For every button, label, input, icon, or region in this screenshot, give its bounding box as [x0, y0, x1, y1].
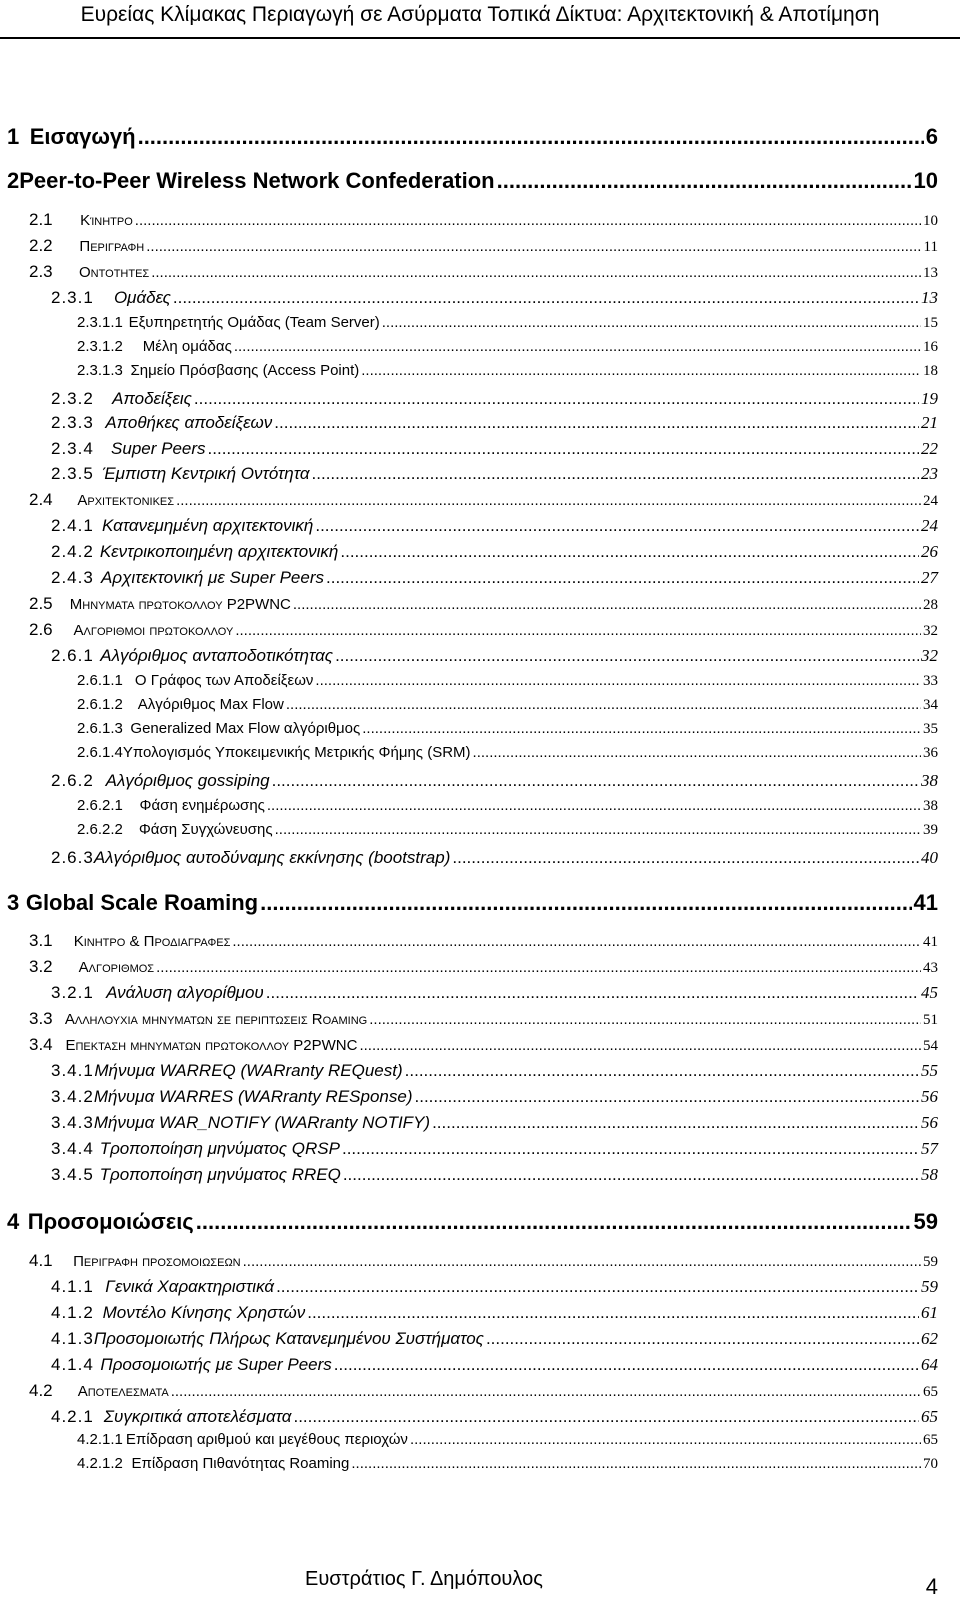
toc-dot-leader — [274, 413, 919, 433]
toc-entry[interactable] — [29, 1035, 938, 1055]
toc-entry-number: 2.6 — [29, 620, 53, 639]
toc-entry-page: 32 — [921, 646, 938, 665]
toc-entry[interactable] — [29, 620, 938, 640]
toc-entry[interactable] — [51, 983, 938, 1003]
toc-dot-leader — [307, 1303, 919, 1323]
toc-dot-leader — [286, 696, 921, 713]
toc-entry-page: 15 — [923, 315, 938, 331]
toc-entry-page: 41 — [913, 890, 938, 915]
toc-entry-page: 27 — [921, 568, 938, 587]
toc-entry-number: 1 — [7, 124, 20, 149]
toc-entry-page: 64 — [921, 1355, 938, 1374]
toc-entry-number: 2.3.1.1 — [77, 314, 123, 331]
toc-entry[interactable] — [77, 797, 938, 815]
toc-entry-title: Ανάλυση αλγορίθμου — [106, 983, 264, 1002]
toc-entry-number: 4.2.1 — [51, 1407, 94, 1426]
toc-entry-page: 38 — [921, 771, 938, 790]
toc-entry-page: 23 — [921, 464, 938, 483]
toc-entry-number: 2.1 — [29, 210, 53, 229]
toc-entry-title: Global Scale Roaming — [25, 890, 259, 915]
toc-entry-page: 45 — [921, 983, 938, 1002]
toc-dot-leader — [382, 314, 921, 331]
toc-entry-title: Εξυπηρετητής Ομάδας (Team Server) — [128, 314, 380, 331]
toc-entry-title: Εισαγωγή — [29, 124, 136, 149]
toc-entry-title: Επεκταση μηνυματων πρωτοκολλου P2PWNC — [65, 1037, 358, 1054]
toc-entry-page: 22 — [921, 439, 938, 458]
toc-entry-title: Τροποποίηση μηνύματος RREQ — [99, 1165, 341, 1184]
toc-dot-leader — [138, 124, 924, 150]
toc-entry[interactable] — [7, 168, 938, 194]
toc-dot-leader — [232, 933, 921, 950]
toc-entry[interactable] — [51, 389, 938, 409]
toc-dot-leader — [267, 797, 921, 814]
toc-entry-number: 2.6.2.2 — [77, 821, 123, 838]
toc-entry-page: 41 — [923, 934, 938, 950]
toc-dot-leader — [293, 1407, 919, 1427]
toc-entry-title: Κεντρικοποιημένη αρχιτεκτονική — [99, 542, 339, 561]
toc-entry[interactable] — [51, 1407, 938, 1427]
toc-entry-page: 36 — [923, 745, 938, 761]
toc-entry[interactable] — [29, 236, 938, 256]
toc-entry-number: 4.1.2 — [51, 1303, 94, 1322]
toc-entry-page: 61 — [921, 1303, 938, 1322]
toc-entry-number: 4.2.1.2 — [77, 1455, 123, 1472]
toc-entry-number: 2.3.5 — [51, 464, 94, 483]
toc-entry-title: Υπολογισμός Υποκειμενικής Μετρικής Φήμης (SRM) — [122, 744, 471, 761]
toc-entry-number: 4.1 — [29, 1251, 53, 1270]
toc-entry-title: Επίδραση Πιθανότητας Roaming — [131, 1455, 350, 1472]
toc-entry[interactable] — [51, 1139, 938, 1159]
toc-entry[interactable] — [77, 720, 938, 738]
toc-entry-page: 13 — [923, 265, 938, 281]
toc-entry[interactable] — [77, 1431, 938, 1449]
toc-entry-number: 4.2.1.1 — [77, 1431, 123, 1448]
toc-entry-title: Αλγόριθμος Max Flow — [137, 696, 284, 713]
toc-entry-title: Περιγραφη προσομοιωσεων — [73, 1253, 241, 1270]
toc-entry-title: Κατανεμημένη αρχιτεκτονική — [101, 516, 314, 535]
toc-entry-number: 3 — [7, 890, 20, 915]
toc-entry[interactable] — [7, 1209, 938, 1235]
toc-entry-title: Αρχιτεκτονική με Super Peers — [101, 568, 325, 587]
toc-entry-page: 51 — [923, 1012, 938, 1028]
toc-entry-number: 2.6.1.2 — [77, 696, 123, 713]
toc-entry[interactable] — [51, 1303, 938, 1323]
toc-entry-title: Περιγραφη — [79, 238, 145, 255]
toc-entry[interactable] — [51, 439, 938, 459]
toc-entry-title: Τροποποίηση μηνύματος QRSP — [99, 1139, 340, 1158]
toc-entry-number: 2.3.1.3 — [77, 362, 123, 379]
toc-entry-title: Μήνυμα WARRES (WARranty RESponse) — [93, 1087, 413, 1106]
toc-dot-leader — [272, 771, 919, 791]
toc-dot-leader — [146, 238, 921, 255]
toc-entry[interactable] — [77, 338, 938, 356]
toc-entry-number: 2.6.1.3 — [77, 720, 123, 737]
toc-dot-leader — [208, 439, 919, 459]
toc-entry-page: 39 — [923, 822, 938, 838]
toc-entry-number: 3.4.3 — [51, 1113, 94, 1132]
toc-entry-title: Μήνυμα WARREQ (WARranty REQuest) — [94, 1061, 403, 1080]
toc-entry-number: 2.3 — [29, 262, 53, 281]
toc-dot-leader — [275, 821, 921, 838]
toc-entry-number: 2.4.1 — [51, 516, 94, 535]
toc-entry[interactable] — [77, 744, 938, 762]
toc-entry[interactable] — [77, 672, 938, 690]
toc-entry-number: 3.2.1 — [51, 983, 94, 1002]
toc-entry-page: 6 — [925, 124, 938, 149]
toc-dot-leader — [334, 1355, 919, 1375]
toc-dot-leader — [361, 362, 921, 379]
toc-entry[interactable] — [51, 542, 938, 562]
toc-entry-title: Προσομοιωτής Πλήρως Κατανεμημένου Συστήματος — [93, 1329, 484, 1348]
toc-entry-number: 2.3.4 — [51, 439, 94, 458]
toc-entry-page: 59 — [913, 1209, 938, 1234]
toc-entry-title: Αλγοριθμος — [78, 959, 155, 976]
toc-entry[interactable] — [51, 1329, 938, 1349]
toc-entry[interactable] — [77, 362, 938, 380]
toc-entry[interactable] — [51, 288, 938, 308]
toc-entry-number: 2.3.1.2 — [77, 338, 123, 355]
toc-entry-page: 21 — [921, 413, 938, 432]
toc-entry-title: Αποδείξεις — [112, 389, 192, 408]
toc-dot-leader — [176, 492, 921, 509]
toc-entry-page: 56 — [921, 1113, 938, 1132]
toc-dot-leader — [235, 622, 921, 639]
toc-entry-title: Προσομοιώσεις — [27, 1209, 194, 1234]
toc-dot-leader — [405, 1061, 919, 1081]
toc-entry[interactable] — [29, 1251, 938, 1271]
toc-entry[interactable] — [29, 490, 938, 510]
toc-entry-title: Σημείο Πρόσβασης (Access Point) — [130, 362, 360, 379]
toc-entry-number: 2.6.3 — [51, 848, 94, 867]
toc-dot-leader — [194, 389, 919, 409]
toc-dot-leader — [473, 744, 921, 761]
toc-entry[interactable] — [51, 464, 938, 484]
toc-entry-page: 10 — [913, 168, 938, 193]
toc-entry-number: 2.3.2 — [51, 389, 94, 408]
running-header: Ευρείας Κλίμακας Περιαγωγή σε Ασύρματα Τοπικά Δίκτυα: Αρχιτεκτονική & Αποτίμηση — [80, 3, 880, 26]
toc-entry-number: 3.4.4 — [51, 1139, 94, 1158]
toc-dot-leader — [312, 464, 919, 484]
toc-entry-title: Μήνυμα WAR_NOTIFY (WARranty NOTIFY) — [93, 1113, 431, 1132]
toc-entry-number: 4.2 — [29, 1381, 53, 1400]
toc-entry-title: Αλγόριθμος αυτοδύναμης εκκίνησης (bootstrap) — [93, 848, 451, 867]
toc-entry-title: Έμπιστη Κεντρική Οντότητα — [102, 464, 310, 483]
toc-entry[interactable] — [29, 1009, 938, 1029]
toc-entry-page: 70 — [923, 1456, 938, 1472]
toc-entry-page: 58 — [921, 1165, 938, 1184]
toc-dot-leader — [326, 568, 919, 588]
toc-entry-page: 13 — [921, 288, 938, 307]
toc-dot-leader — [351, 1455, 921, 1472]
toc-dot-leader — [156, 959, 921, 976]
toc-dot-leader — [340, 542, 919, 562]
toc-entry-title: Generalized Max Flow αλγόριθμος — [130, 720, 361, 737]
toc-entry-number: 2.3.3 — [51, 413, 94, 432]
toc-dot-leader — [234, 338, 921, 355]
toc-entry-number: 3.4.5 — [51, 1165, 94, 1184]
toc-entry-number: 2 — [7, 168, 20, 193]
toc-entry-number: 2.6.1.1 — [77, 672, 123, 689]
toc-entry-number: 3.4.1 — [51, 1061, 94, 1080]
toc-entry[interactable] — [51, 1165, 938, 1185]
toc-dot-leader — [452, 848, 919, 868]
toc-entry-title: Αλγόριθμος ανταποδοτικότητας — [100, 646, 334, 665]
toc-entry-number: 3.2 — [29, 957, 53, 976]
toc-entry[interactable] — [77, 821, 938, 839]
toc-entry-title: Αλγόριθμος gossiping — [105, 771, 270, 790]
toc-dot-leader — [342, 1139, 919, 1159]
toc-entry-page: 59 — [923, 1254, 938, 1270]
toc-entry[interactable] — [29, 931, 938, 951]
toc-entry-title: Επίδραση αριθμού και μεγέθους περιοχών — [125, 1431, 408, 1448]
toc-dot-leader — [486, 1329, 919, 1349]
toc-entry-number: 4.1.1 — [51, 1277, 94, 1296]
toc-entry-page: 24 — [921, 516, 938, 535]
toc-entry-page: 18 — [923, 363, 938, 379]
toc-entry-page: 59 — [921, 1277, 938, 1296]
toc-entry-page: 35 — [923, 721, 938, 737]
toc-entry-page: 43 — [923, 960, 938, 976]
toc-dot-leader — [415, 1087, 920, 1107]
toc-entry-title: Αλληλουχια μηνυματων σε περιπτωσεις Roaming — [64, 1011, 368, 1028]
toc-entry[interactable] — [51, 516, 938, 536]
toc-entry[interactable] — [51, 646, 938, 666]
toc-entry-title: Αποτελεσματα — [77, 1383, 169, 1400]
toc-dot-leader — [369, 1011, 921, 1028]
toc-entry-title: Αλγοριθμοι πρωτοκολλου — [73, 622, 234, 639]
toc-entry[interactable] — [29, 210, 938, 230]
toc-entry-page: 34 — [923, 697, 938, 713]
toc-dot-leader — [315, 672, 921, 689]
footer-author: Ευστράτιος Γ. Δημόπουλος — [305, 1568, 543, 1590]
toc-entry-page: 65 — [921, 1407, 938, 1426]
toc-entry-number: 4.1.3 — [51, 1329, 94, 1348]
toc-entry-number: 2.6.2.1 — [77, 797, 123, 814]
toc-entry-title: Peer-to-Peer Wireless Network Confederation — [19, 168, 495, 193]
toc-entry-title: Κινητρο & Προδιαγραφες — [73, 933, 231, 950]
toc-entry-number: 2.4.2 — [51, 542, 94, 561]
toc-entry-title: Αποθήκες αποδείξεων — [105, 413, 273, 432]
toc-entry-title: Προσομοιωτής με Super Peers — [100, 1355, 332, 1374]
toc-entry[interactable] — [51, 1113, 938, 1133]
toc-entry-page: 55 — [921, 1061, 938, 1080]
toc-entry-page: 38 — [923, 798, 938, 814]
toc-entry[interactable] — [29, 1381, 938, 1401]
toc-entry[interactable] — [29, 957, 938, 977]
toc-entry-number: 3.1 — [29, 931, 53, 950]
toc-dot-leader — [173, 288, 919, 308]
toc-entry-number: 2.4.3 — [51, 568, 94, 587]
toc-entry-page: 19 — [921, 389, 938, 408]
toc-entry-number: 2.5 — [29, 594, 53, 613]
toc-entry-number: 4 — [7, 1209, 20, 1234]
toc-entry-page: 62 — [921, 1329, 938, 1348]
toc-dot-leader — [151, 264, 921, 281]
toc-dot-leader — [410, 1431, 921, 1448]
toc-entry-number: 4.1.4 — [51, 1355, 94, 1374]
toc-entry-page: 11 — [923, 239, 938, 255]
toc-entry-number: 2.4 — [29, 490, 53, 509]
toc-entry-number: 2.6.2 — [51, 771, 94, 790]
toc-entry[interactable] — [51, 1061, 938, 1081]
toc-entry-number: 3.4.2 — [51, 1087, 94, 1106]
toc-entry[interactable] — [7, 124, 938, 150]
toc-entry-number: 2.6.1 — [51, 646, 94, 665]
toc-entry[interactable] — [77, 314, 938, 332]
toc-entry-page: 26 — [921, 542, 938, 561]
toc-entry-page: 40 — [921, 848, 938, 867]
toc-dot-leader — [362, 720, 921, 737]
toc-entry-title: Γενικά Χαρακτηριστικά — [105, 1277, 275, 1296]
toc-dot-leader — [343, 1165, 919, 1185]
toc-entry-title: Μηνυματα πρωτοκολλου P2PWNC — [69, 596, 291, 613]
toc-entry-title: Ομάδες — [113, 288, 171, 307]
toc-entry[interactable] — [51, 568, 938, 588]
toc-entry[interactable] — [7, 890, 938, 916]
toc-dot-leader — [266, 983, 919, 1003]
toc-entry[interactable] — [51, 848, 938, 868]
toc-entry-number: 2.2 — [29, 236, 53, 255]
toc-dot-leader — [196, 1209, 912, 1235]
toc-entry-title: Super Peers — [111, 439, 206, 458]
toc-entry-page: 56 — [921, 1087, 938, 1106]
toc-entry-page: 32 — [923, 623, 938, 639]
toc-entry[interactable] — [51, 413, 938, 433]
toc-entry-title: Κίνητρο — [80, 212, 133, 229]
toc-entry-page: 16 — [923, 339, 938, 355]
toc-entry-page: 24 — [923, 493, 938, 509]
toc-entry[interactable] — [51, 1277, 938, 1297]
toc-entry[interactable] — [51, 1087, 938, 1107]
toc-dot-leader — [276, 1277, 919, 1297]
toc-entry-page: 65 — [923, 1384, 938, 1400]
toc-dot-leader — [171, 1383, 921, 1400]
toc-entry-page: 10 — [923, 213, 938, 229]
toc-dot-leader — [260, 890, 911, 916]
toc-entry[interactable] — [29, 594, 938, 614]
toc-entry-page: 65 — [923, 1432, 938, 1448]
toc-entry-number: 3.4 — [29, 1035, 53, 1054]
toc-dot-leader — [135, 212, 921, 229]
toc-entry-page: 33 — [923, 673, 938, 689]
toc-dot-leader — [359, 1037, 921, 1054]
toc-entry-title: Μέλη ομάδας — [142, 338, 232, 355]
toc-entry-title: Συγκριτικά αποτελέσματα — [103, 1407, 292, 1426]
toc-entry-title: Φάση Συγχώνευσης — [138, 821, 273, 838]
footer-page-number: 4 — [925, 1574, 938, 1599]
toc-entry-page: 28 — [923, 597, 938, 613]
toc-dot-leader — [315, 516, 919, 536]
toc-entry-title: Αρχιτεκτονικες — [77, 492, 175, 509]
toc-entry-title: Οντοτητες — [79, 264, 150, 281]
toc-dot-leader — [497, 168, 912, 194]
toc-entry-number: 2.6.1.4 — [77, 744, 123, 761]
toc-dot-leader — [243, 1253, 921, 1270]
toc-entry[interactable] — [29, 262, 938, 282]
toc-dot-leader — [293, 596, 921, 613]
toc-dot-leader — [335, 646, 919, 666]
toc-entry-title: Φάση ενημέρωσης — [139, 797, 265, 814]
toc-dot-leader — [432, 1113, 919, 1133]
toc-entry[interactable] — [51, 771, 938, 791]
toc-entry-title: Μοντέλο Κίνησης Χρηστών — [102, 1303, 306, 1322]
toc-entry-title: Ο Γράφος των Αποδείξεων — [134, 672, 314, 689]
toc-entry[interactable] — [51, 1355, 938, 1375]
toc-entry-number: 2.3.1 — [51, 288, 94, 307]
toc-entry-number: 3.3 — [29, 1009, 53, 1028]
toc-entry-page: 57 — [921, 1139, 938, 1158]
toc-entry[interactable] — [77, 696, 938, 714]
toc-entry[interactable] — [77, 1455, 938, 1473]
toc-entry-page: 54 — [923, 1038, 938, 1054]
